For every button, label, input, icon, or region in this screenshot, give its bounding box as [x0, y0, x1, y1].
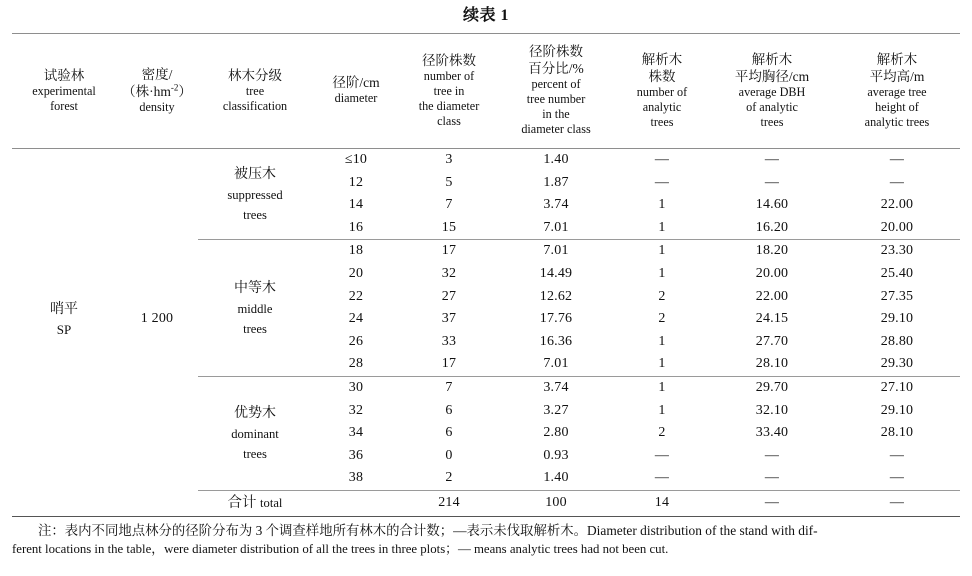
- cell-tree-count: 33: [441, 333, 457, 349]
- cell-total-spacer-forest: [12, 490, 116, 516]
- cell-total-tree-percent: 100: [498, 490, 614, 516]
- cell-average-dbh: 24.15: [755, 311, 789, 327]
- cell-average-height: 29.30: [880, 356, 914, 372]
- col-header-tree-classification: 林木分级 tree classification: [198, 34, 312, 149]
- cell-experimental-forest: 哨平 SP: [50, 302, 78, 338]
- table-row-total: [12, 490, 960, 516]
- cell-diameter: 18: [312, 240, 400, 263]
- cell-tree-count: 0: [445, 447, 453, 463]
- cell-average-height: 29.10: [880, 311, 914, 327]
- cell-average-dbh: 33.40: [755, 425, 789, 441]
- cell-average-dbh: —: [764, 470, 780, 486]
- cell-average-height: 28.80: [880, 333, 914, 349]
- cell-average-dbh: —: [764, 174, 780, 190]
- cell-diameter: ≤10: [344, 152, 368, 167]
- cell-total-tree-count: 214: [400, 490, 498, 516]
- table-row: [12, 149, 960, 172]
- cell-total-label: 合计 total: [198, 490, 312, 516]
- cell-tree-percent: 14.49: [539, 265, 573, 281]
- cell-analytic-count: 1: [658, 219, 666, 235]
- cell-tree-percent: 17.76: [539, 311, 573, 327]
- density-unit: （株$\cdot hm^{-2}$）: [122, 82, 192, 99]
- cell-diameter: 28: [348, 356, 364, 372]
- col-header-tree-percent: 径阶株数 百分比/% percent of tree number in the diameter class: [498, 34, 614, 149]
- cell-tree-count: 7: [400, 376, 498, 399]
- cell-analytic-count: 2: [658, 288, 666, 304]
- cell-analytic-count: 1: [658, 333, 666, 349]
- cell-tree-percent: 12.62: [539, 288, 573, 304]
- cell-tree-percent: 3.74: [543, 197, 569, 213]
- cell-analytic-count: —: [654, 447, 670, 463]
- cell-average-height: —: [889, 174, 905, 190]
- cell-tree-count: 37: [441, 311, 457, 327]
- cell-average-height: 27.10: [834, 376, 960, 399]
- cell-average-height: 20.00: [880, 219, 914, 235]
- cell-diameter: 26: [348, 333, 364, 349]
- cell-analytic-count: —: [654, 152, 670, 167]
- cell-total-average-dbh: —: [710, 490, 834, 516]
- cell-tree-count: 15: [441, 219, 457, 235]
- cell-analytic-count: 2: [658, 425, 666, 441]
- cell-average-height: 25.40: [880, 265, 914, 281]
- cell-diameter: 14: [348, 197, 364, 213]
- col-header-density: 密度/ （株$\cdot hm^{-2}$） density: [116, 34, 198, 149]
- note-line-2: ferent locations in the table，were diameter distribution of all the trees in three plots；— means analytic trees had not been cut.: [12, 542, 669, 557]
- cell-analytic-count: 1: [658, 356, 666, 372]
- cell-tree-percent: 7.01: [543, 219, 569, 235]
- cell-tree-percent: 1.87: [543, 174, 569, 190]
- cell-average-height: 22.00: [880, 197, 914, 213]
- cell-average-dbh: —: [764, 152, 780, 167]
- cell-diameter: 30: [312, 376, 400, 399]
- cell-diameter: 38: [348, 470, 364, 486]
- cell-tree-percent: 1.40: [543, 470, 569, 486]
- cell-average-height: 23.30: [834, 240, 960, 263]
- cell-tree-percent: 0.93: [543, 447, 569, 463]
- cell-total-spacer-density: [116, 490, 198, 516]
- note-line-1: 注：表内不同地点林分的径阶分布为 3 个调查样地所有林木的合计数；—表示未伐取解析木。Diameter distribution of the stand with dif-: [38, 522, 818, 538]
- cell-tree-count: 17: [400, 240, 498, 263]
- cell-group-suppressed: 被压木 suppressed trees: [227, 166, 283, 222]
- cell-tree-percent: 7.01: [498, 240, 614, 263]
- col-header-experimental-forest: 试验林 experimental forest: [12, 34, 116, 149]
- cell-analytic-count: 1: [614, 376, 710, 399]
- col-header-diameter: 径阶/cm diameter: [312, 34, 400, 149]
- cell-diameter: 22: [348, 288, 364, 304]
- cell-tree-count: 6: [445, 425, 453, 441]
- cell-tree-percent: 3.74: [498, 376, 614, 399]
- cell-density: 1 200: [140, 311, 174, 327]
- cell-average-height: —: [889, 152, 905, 167]
- cell-tree-percent: 3.27: [543, 402, 569, 418]
- cell-diameter: 12: [348, 174, 364, 190]
- cell-diameter: 20: [348, 265, 364, 281]
- cell-tree-count: 6: [445, 402, 453, 418]
- cell-average-dbh: 32.10: [755, 402, 789, 418]
- col-header-average-height: 解析木 平均高/m average tree height of analytic trees: [834, 34, 960, 149]
- page-title: 续表 1: [462, 7, 509, 24]
- cell-average-dbh: 20.00: [755, 265, 789, 281]
- col-header-tree-number: 径阶株数 number of tree in the diameter class: [400, 34, 498, 149]
- cell-tree-count: 3: [445, 152, 453, 167]
- cell-average-dbh: —: [764, 447, 780, 463]
- table-header: [12, 34, 960, 149]
- cell-tree-percent: 2.80: [543, 425, 569, 441]
- cell-group-dominant: 优势木 dominant trees: [198, 376, 312, 490]
- cell-average-height: 27.35: [880, 288, 914, 304]
- cell-analytic-count: 1: [658, 265, 666, 281]
- table-note: [12, 517, 960, 559]
- cell-tree-count: 32: [441, 265, 457, 281]
- cell-average-dbh: 22.00: [755, 288, 789, 304]
- cell-tree-count: 7: [445, 197, 453, 213]
- cell-analytic-count: —: [654, 470, 670, 486]
- cell-tree-percent: 1.40: [543, 152, 569, 167]
- cell-analytic-count: —: [654, 174, 670, 190]
- cell-tree-count: 27: [441, 288, 457, 304]
- cell-average-height: 28.10: [880, 425, 914, 441]
- col-header-analytic-number: 解析木 株数 number of analytic trees: [614, 34, 710, 149]
- cell-tree-count: 17: [441, 356, 457, 372]
- cell-diameter: 16: [348, 219, 364, 235]
- cell-total-average-height: —: [834, 490, 960, 516]
- cell-diameter: 32: [348, 402, 364, 418]
- cell-tree-percent: 16.36: [539, 333, 573, 349]
- cell-diameter: 34: [348, 425, 364, 441]
- cell-average-dbh: 27.70: [755, 333, 789, 349]
- cell-total-analytic-count: 14: [614, 490, 710, 516]
- table-body: [12, 149, 960, 517]
- cell-average-dbh: 28.10: [755, 356, 789, 372]
- cell-average-dbh: 16.20: [755, 219, 789, 235]
- cell-average-height: 29.10: [880, 402, 914, 418]
- cell-average-dbh: 14.60: [755, 197, 789, 213]
- cell-tree-count: 5: [445, 174, 453, 190]
- cell-average-height: —: [889, 447, 905, 463]
- cell-average-height: —: [889, 470, 905, 486]
- cell-diameter: 36: [348, 447, 364, 463]
- cell-tree-count: 2: [445, 470, 453, 486]
- cell-group-middle: 中等木 middle trees: [198, 240, 312, 377]
- cell-analytic-count: 2: [658, 311, 666, 327]
- cell-analytic-count: 1: [658, 402, 666, 418]
- cell-analytic-count: 1: [614, 240, 710, 263]
- diameter-distribution-table: [12, 33, 960, 517]
- col-header-average-dbh: 解析木 平均胸径/cm average DBH of analytic trees: [710, 34, 834, 149]
- cell-average-dbh: 29.70: [710, 376, 834, 399]
- cell-tree-percent: 7.01: [543, 356, 569, 372]
- cell-analytic-count: 1: [658, 197, 666, 213]
- cell-total-diameter: [312, 490, 400, 516]
- cell-average-dbh: 18.20: [710, 240, 834, 263]
- cell-diameter: 24: [348, 311, 364, 327]
